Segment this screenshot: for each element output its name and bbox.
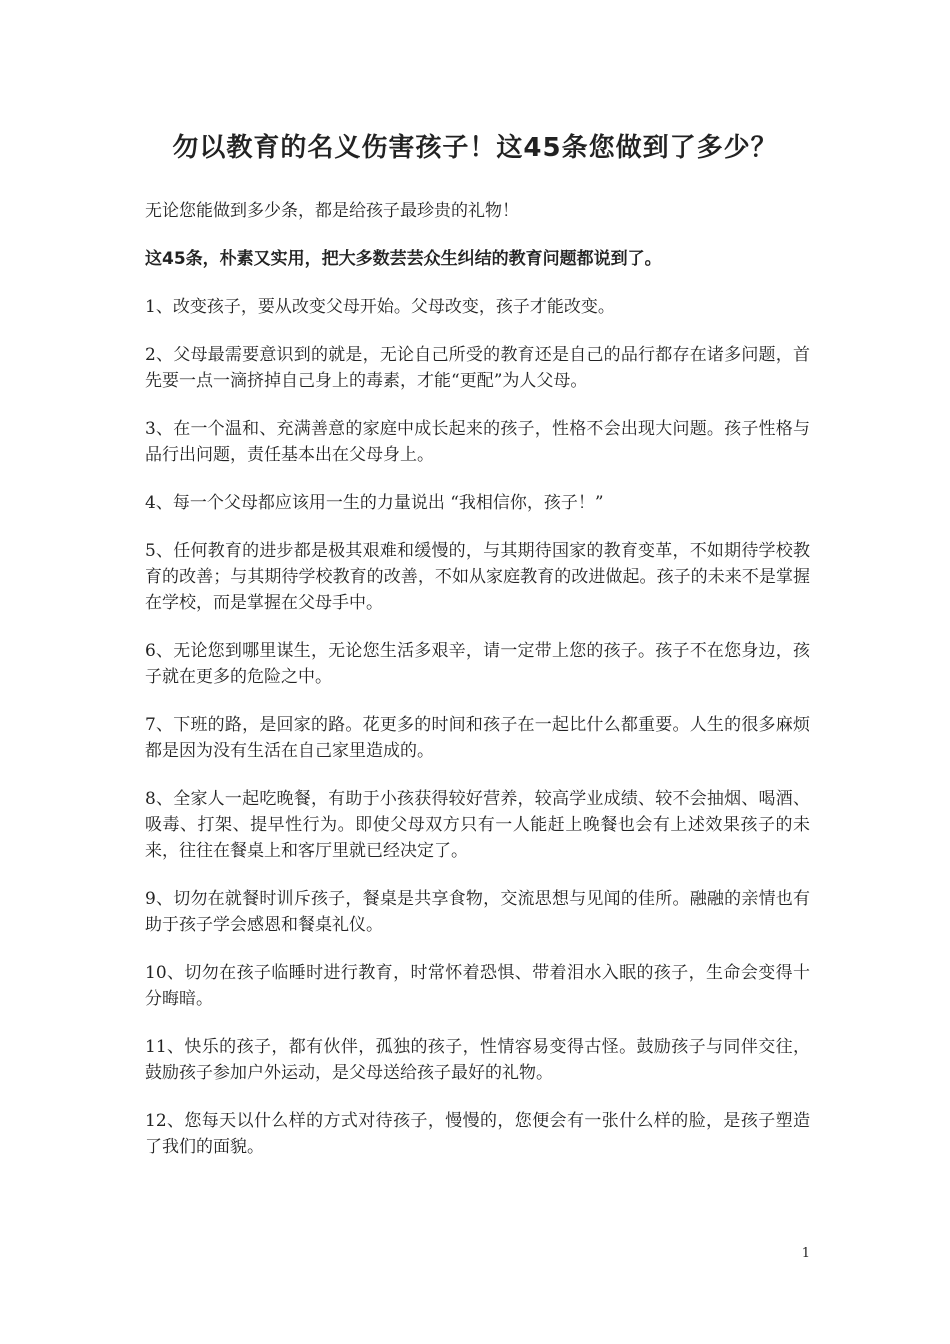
list-item-12: 12、您每天以什么样的方式对待孩子，慢慢的，您便会有一张什么样的脸，是孩子塑造了我们的面貌。: [145, 1111, 810, 1157]
list-item-5: 5、任何教育的进步都是极其艰难和缓慢的，与其期待国家的教育变革，不如期待学校教育的改善；与其期待学校教育的改善，不如从家庭教育的改进做起。孩子的未来不是掌握在学校，而是掌握在父母手中。: [145, 541, 810, 613]
list-item-1: 1、改变孩子，要从改变父母开始。父母改变，孩子才能改变。: [145, 297, 615, 317]
list-item-9: 9、切勿在就餐时训斥孩子，餐桌是共享食物，交流思想与见闻的佳所。融融的亲情也有助于孩子学会感恩和餐桌礼仪。: [145, 889, 810, 935]
list-item-3: 3、在一个温和、充满善意的家庭中成长起来的孩子，性格不会出现大问题。孩子性格与品行出问题，责任基本出在父母身上。: [145, 419, 810, 465]
list-item-2: 2、父母最需要意识到的就是，无论自己所受的教育还是自己的品行都存在诸多问题，首先要一点一滴挤掉自己身上的毒素，才能“更配”为人父母。: [145, 345, 810, 391]
document-title: 勿以教育的名义伤害孩子！这45条您做到了多少？: [172, 133, 778, 163]
subtitle-paragraph: 这45条，朴素又实用，把大多数芸芸众生纠结的教育问题都说到了。: [145, 249, 662, 269]
list-item-8: 8、全家人一起吃晚餐，有助于小孩获得较好营养，较高学业成绩、较不会抽烟、喝酒、吸毒、打架、提早性行为。即使父母双方只有一人能赶上晚餐也会有上述效果孩子的未来，往往在餐桌上和客厅里就已经决定了。: [145, 789, 810, 861]
intro-paragraph: 无论您能做到多少条，都是给孩子最珍贵的礼物！: [145, 201, 519, 221]
list-item-6: 6、无论您到哪里谋生，无论您生活多艰辛，请一定带上您的孩子。孩子不在您身边，孩子就在更多的危险之中。: [145, 641, 810, 687]
page-number: 1: [801, 1246, 810, 1261]
list-item-10: 10、切勿在孩子临睡时进行教育，时常怀着恐惧、带着泪水入眠的孩子，生命会变得十分晦暗。: [145, 963, 810, 1009]
list-item-4: 4、每一个父母都应该用一生的力量说出 “我相信你，孩子！”: [145, 493, 604, 513]
list-item-7: 7、下班的路，是回家的路。花更多的时间和孩子在一起比什么都重要。人生的很多麻烦都是因为没有生活在自己家里造成的。: [145, 715, 810, 761]
list-item-11: 11、快乐的孩子，都有伙伴，孤独的孩子，性情容易变得古怪。鼓励孩子与同伴交往，鼓励孩子参加户外运动，是父母送给孩子最好的礼物。: [145, 1037, 810, 1083]
document-body: [145, 198, 810, 1182]
